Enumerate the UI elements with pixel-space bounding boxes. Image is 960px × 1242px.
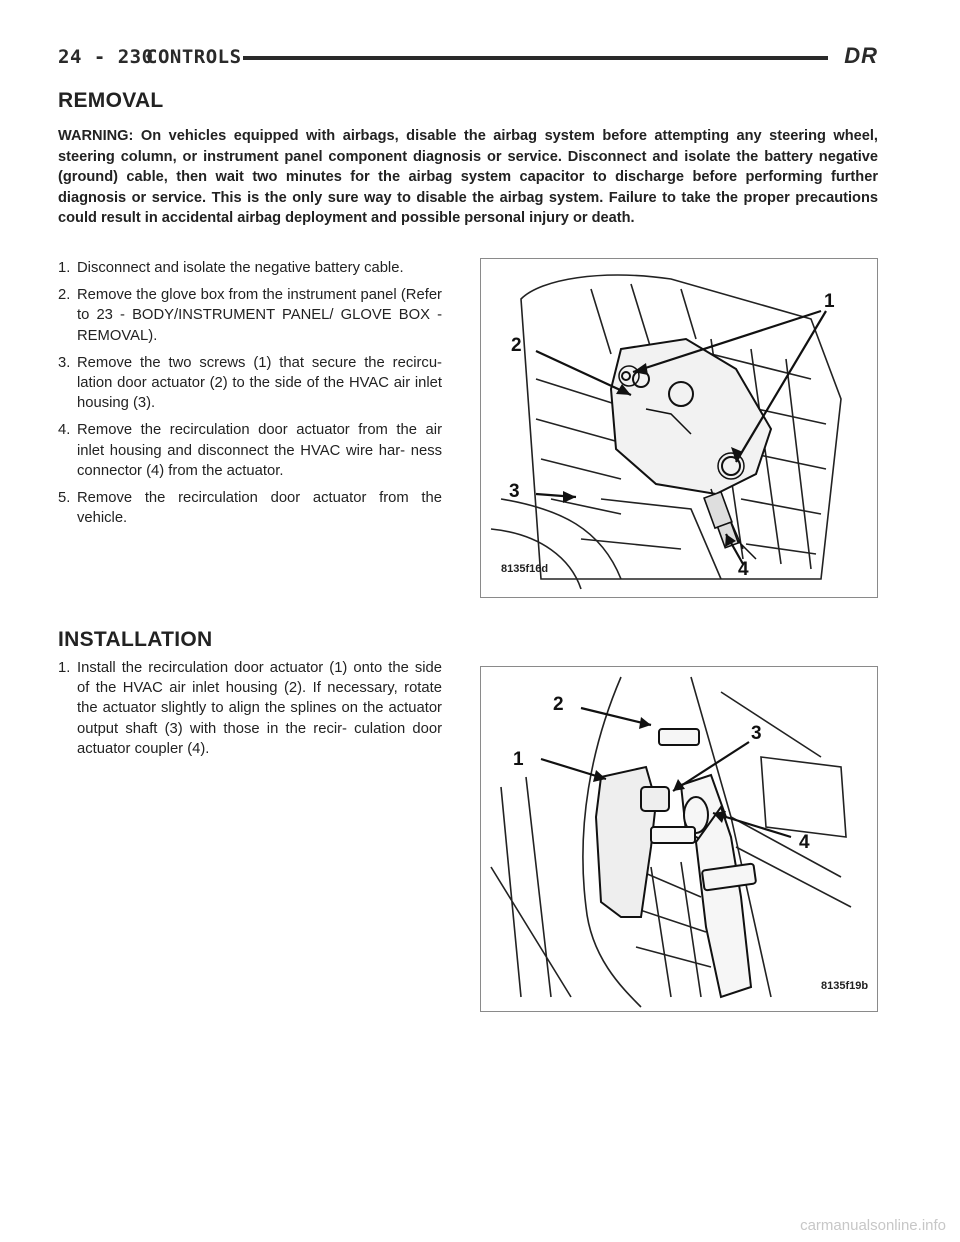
header-rule — [243, 56, 828, 60]
installation-illustration — [481, 667, 877, 1011]
removal-step: 2. Remove the glove box from the instrument panel (Refer to 23 - BODY/INSTRUMENT PANEL/ GLOVE BOX - REMOVAL). — [58, 287, 442, 344]
installation-figure — [480, 666, 878, 1012]
removal-figure-code: 8135f16d — [501, 563, 549, 575]
installation-figure-code: 8135f19b — [821, 980, 869, 992]
model-code: DR — [844, 43, 878, 68]
removal-step: 1. Disconnect and isolate the negative battery cable. — [58, 260, 404, 276]
airbag-warning: WARNING: On vehicles equipped with airbags, disable the airbag system before attempting any steering wheel, steering column, or instrument panel component diagnosis or service. Disconnect and isolate the battery negative (ground) cable, then wait two minutes for the airbag system capacitor to discharge before performing further diagnosis or service. This is the only sure way to disable the airbag system. Failure to take the proper precautions could result in accidental airbag deployment and possible personal injury or death. — [58, 128, 878, 226]
removal-steps — [58, 258, 442, 535]
installation-heading: INSTALLATION — [58, 628, 213, 651]
removal-heading: REMOVAL — [58, 89, 164, 112]
page-number: 24 - 230 — [58, 46, 154, 68]
removal-callout-4: 4 — [738, 559, 749, 580]
installation-steps — [58, 658, 442, 766]
installation-callout-4: 4 — [799, 832, 810, 853]
removal-callout-2: 2 — [511, 335, 522, 356]
installation-step: 1. Install the recirculation door actuator (1) onto the side of the HVAC air inlet housing (2). If necessary, rotate the actuator slightly to align the splines on the actuator output shaft (3) with those in the recir- culation door actuator coupler (4). — [58, 660, 442, 757]
removal-callout-1: 1 — [824, 291, 835, 312]
removal-callout-3: 3 — [509, 481, 520, 502]
page-header — [58, 43, 878, 72]
removal-step: 4. Remove the recirculation door actuator from the air inlet housing and disconnect the HVAC wire har- ness connector (4) from the actuator. — [58, 422, 442, 479]
installation-callout-1: 1 — [513, 749, 524, 770]
removal-illustration — [481, 259, 877, 597]
watermark: carmanualsonline.info — [800, 1217, 946, 1234]
installation-callout-3: 3 — [751, 723, 762, 744]
section-title: CONTROLS — [146, 46, 242, 68]
removal-step: 3. Remove the two screws (1) that secure the recircu- lation door actuator (2) to the side of the HVAC air inlet housing (3). — [58, 354, 442, 412]
removal-step: 5. Remove the recirculation door actuator from the vehicle. — [58, 490, 442, 527]
installation-callout-2: 2 — [553, 694, 564, 715]
removal-figure — [480, 258, 878, 598]
